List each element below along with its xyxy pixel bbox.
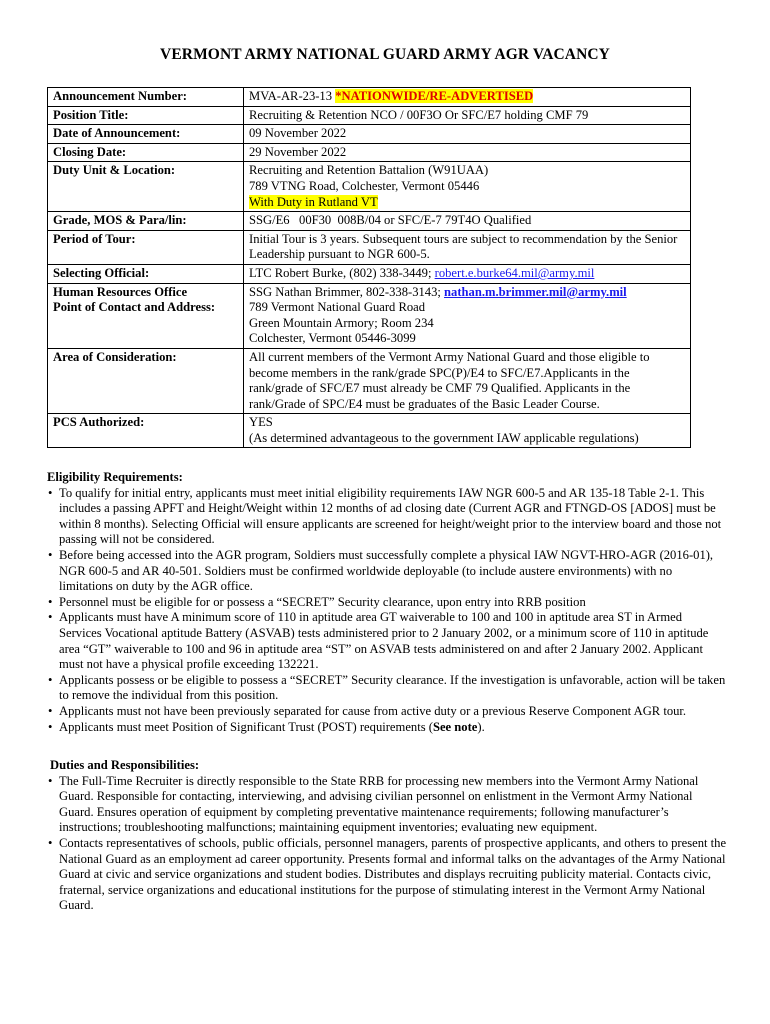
table-row bbox=[48, 143, 691, 162]
selecting-email-link[interactable]: robert.e.burke64.mil@army.mil bbox=[434, 265, 595, 280]
pcs-line-1: YES bbox=[249, 415, 273, 430]
hr-email-link[interactable]: nathan.m.brimmer.mil@army.mil bbox=[444, 284, 627, 299]
date-announced-label: Date of Announcement: bbox=[48, 125, 244, 144]
area-label: Area of Consideration: bbox=[48, 348, 244, 413]
duty-line-2: 789 VTNG Road, Colchester, Vermont 05446 bbox=[249, 178, 480, 193]
hr-label-line-2: Point of Contact and Address: bbox=[53, 300, 216, 315]
hr-label-line-1: Human Resources Office bbox=[53, 284, 188, 299]
list-item: • Applicants must not have been previously separated for cause from active duty or a previous Reserve Component AGR tour. bbox=[47, 704, 727, 720]
list-item: • Before being accessed into the AGR program, Soldiers must successfully complete a physical IAW NGVT-HRO-AGR (2016-01), NGR 600-5 and AR 40-501. Soldiers must be confirmed worldwide deployable (to include austere environments) with no limitations on duty by the AGR office. bbox=[47, 548, 727, 595]
selecting-label: Selecting Official: bbox=[48, 264, 244, 283]
date-announced-value: 09 November 2022 bbox=[244, 125, 691, 144]
area-value: All current members of the Vermont Army National Guard and those eligible to become members in the rank/grade SPC(P)/E4 to SFC/E7.Applicants in the rank/grade of SFC/E7 must already be CMF 79 Qualified. Applicants in the rank/Grade of SPC/E4 must be graduates of the Basic Leader Course. bbox=[244, 348, 691, 413]
selecting-value bbox=[244, 264, 691, 283]
table-row bbox=[48, 212, 691, 231]
period-label: Period of Tour: bbox=[48, 230, 244, 264]
duty-label: Duty Unit & Location: bbox=[48, 162, 244, 212]
list-item bbox=[47, 720, 727, 736]
list-item: • To qualify for initial entry, applicants must meet initial eligibility requirements IAW NGR 600-5 and AR 135-18 Table 2-1. This includes a passing APFT and Height/Weight within 12 months of ad closing date (Current AGR and FTNGD-OS [ADOS] must be within 8 months). Selecting Official will ensure applicants are screened for height/weight prior to the interview board and those not passing will not be considered. bbox=[47, 486, 727, 548]
table-row bbox=[48, 125, 691, 144]
table-row bbox=[48, 230, 691, 264]
eligibility-heading: Eligibility Requirements: bbox=[47, 470, 183, 484]
list-item: • Applicants must have A minimum score of 110 in aptitude area GT waiverable to 100 and 100 in aptitude area ST in Armed Services Vocational aptitude Battery (ASVAB) tests administered prior to 2 January 2002, or a minimum score of 110 in aptitude area “GT” waiverable to 100 and 96 in aptitude area “ST” on ASVAB tests administered on and after 2 January 2002. Applicant must not have a physical profile exceeding 132221. bbox=[47, 610, 727, 672]
see-note: See note bbox=[432, 719, 478, 734]
grade-value: SSG/E6 00F30 008B/04 or SFC/E-7 79T4O Qualified bbox=[244, 212, 691, 231]
page-title: VERMONT ARMY NATIONAL GUARD ARMY AGR VACANCY bbox=[160, 46, 610, 63]
hr-line-4: Colchester, Vermont 05446-3099 bbox=[249, 331, 416, 346]
duty-value bbox=[244, 162, 691, 212]
duty-line-3: With Duty in Rutland VT bbox=[249, 194, 378, 209]
list-item: • Personnel must be eligible for or possess a “SECRET” Security clearance, upon entry into RRB position bbox=[47, 595, 727, 611]
list-item: • The Full-Time Recruiter is directly responsible to the State RRB for processing new members into the Vermont Army National Guard. Responsible for contacting, interviewing, and advising civilian personnel on enlistment in the Vermont Army National Guard. Ensures operation of equipment by completing preventative maintenance requirements; following manufacturer’s instructions; troubleshooting malfunctions; maintaining equipment inventories; evaluating new equipment. bbox=[47, 774, 727, 836]
duties-list bbox=[47, 774, 727, 914]
period-value: Initial Tour is 3 years. Subsequent tours are subject to recommendation by the Senior Leadership pursuant to NGR 600-5. bbox=[244, 230, 691, 264]
hr-text: SSG Nathan Brimmer, 802-338-3143; bbox=[249, 284, 445, 299]
hr-line-3: Green Mountain Armory; Room 234 bbox=[249, 315, 434, 330]
duty-line-1: Recruiting and Retention Battalion (W91UAA) bbox=[249, 163, 489, 178]
list-item: • Applicants possess or be eligible to possess a “SECRET” Security clearance. If the investigation is unfavorable, action will be taken to remove the individual from this position. bbox=[47, 673, 727, 704]
table-row bbox=[48, 106, 691, 125]
announcement-value bbox=[244, 88, 691, 107]
closing-value: 29 November 2022 bbox=[244, 143, 691, 162]
pcs-line-2: (As determined advantageous to the government IAW applicable regulations) bbox=[249, 430, 639, 445]
grade-label: Grade, MOS & Para/lin: bbox=[48, 212, 244, 231]
table-row bbox=[48, 264, 691, 283]
announcement-flag: *NATIONWIDE/RE-ADVERTISED bbox=[335, 89, 534, 103]
pcs-value bbox=[244, 414, 691, 448]
selecting-text: LTC Robert Burke, (802) 338-3449; bbox=[249, 265, 435, 280]
table-row bbox=[48, 162, 691, 212]
table-row bbox=[48, 348, 691, 413]
list-item: • Contacts representatives of schools, public officials, personnel managers, parents of prospective applicants, and others to present the National Guard as an employment ad career opportunity. Presents formal and informal talks on the advantages of the Army National Guard at civic and service organizations and student bodies. Distributes and displays recruiting publicity material. Contacts civic, fraternal, service organizations and educational institutions for the purpose of stimulating interest in the Vermont Army National Guard. bbox=[47, 836, 727, 914]
table-row bbox=[48, 88, 691, 107]
hr-label bbox=[48, 283, 244, 348]
hr-value bbox=[244, 283, 691, 348]
vacancy-info-table bbox=[47, 87, 691, 448]
position-label: Position Title: bbox=[48, 106, 244, 125]
table-row bbox=[48, 283, 691, 348]
duties-heading: Duties and Responsibilities: bbox=[50, 758, 200, 772]
position-value: Recruiting & Retention NCO / 00F3O Or SFC/E7 holding CMF 79 bbox=[244, 106, 691, 125]
announcement-label: Announcement Number: bbox=[48, 88, 244, 107]
duties-section bbox=[47, 758, 727, 914]
eligibility-list bbox=[47, 486, 727, 736]
hr-line-2: 789 Vermont National Guard Road bbox=[249, 300, 426, 315]
announcement-number: MVA-AR-23-13 bbox=[249, 89, 333, 103]
table-row bbox=[48, 414, 691, 448]
pcs-label: PCS Authorized: bbox=[48, 414, 244, 448]
closing-label: Closing Date: bbox=[48, 143, 244, 162]
eligibility-section bbox=[47, 470, 727, 735]
post-text: Applicants must meet Position of Significant Trust (POST) requirements ( bbox=[59, 719, 433, 734]
post-end: ). bbox=[477, 719, 485, 734]
